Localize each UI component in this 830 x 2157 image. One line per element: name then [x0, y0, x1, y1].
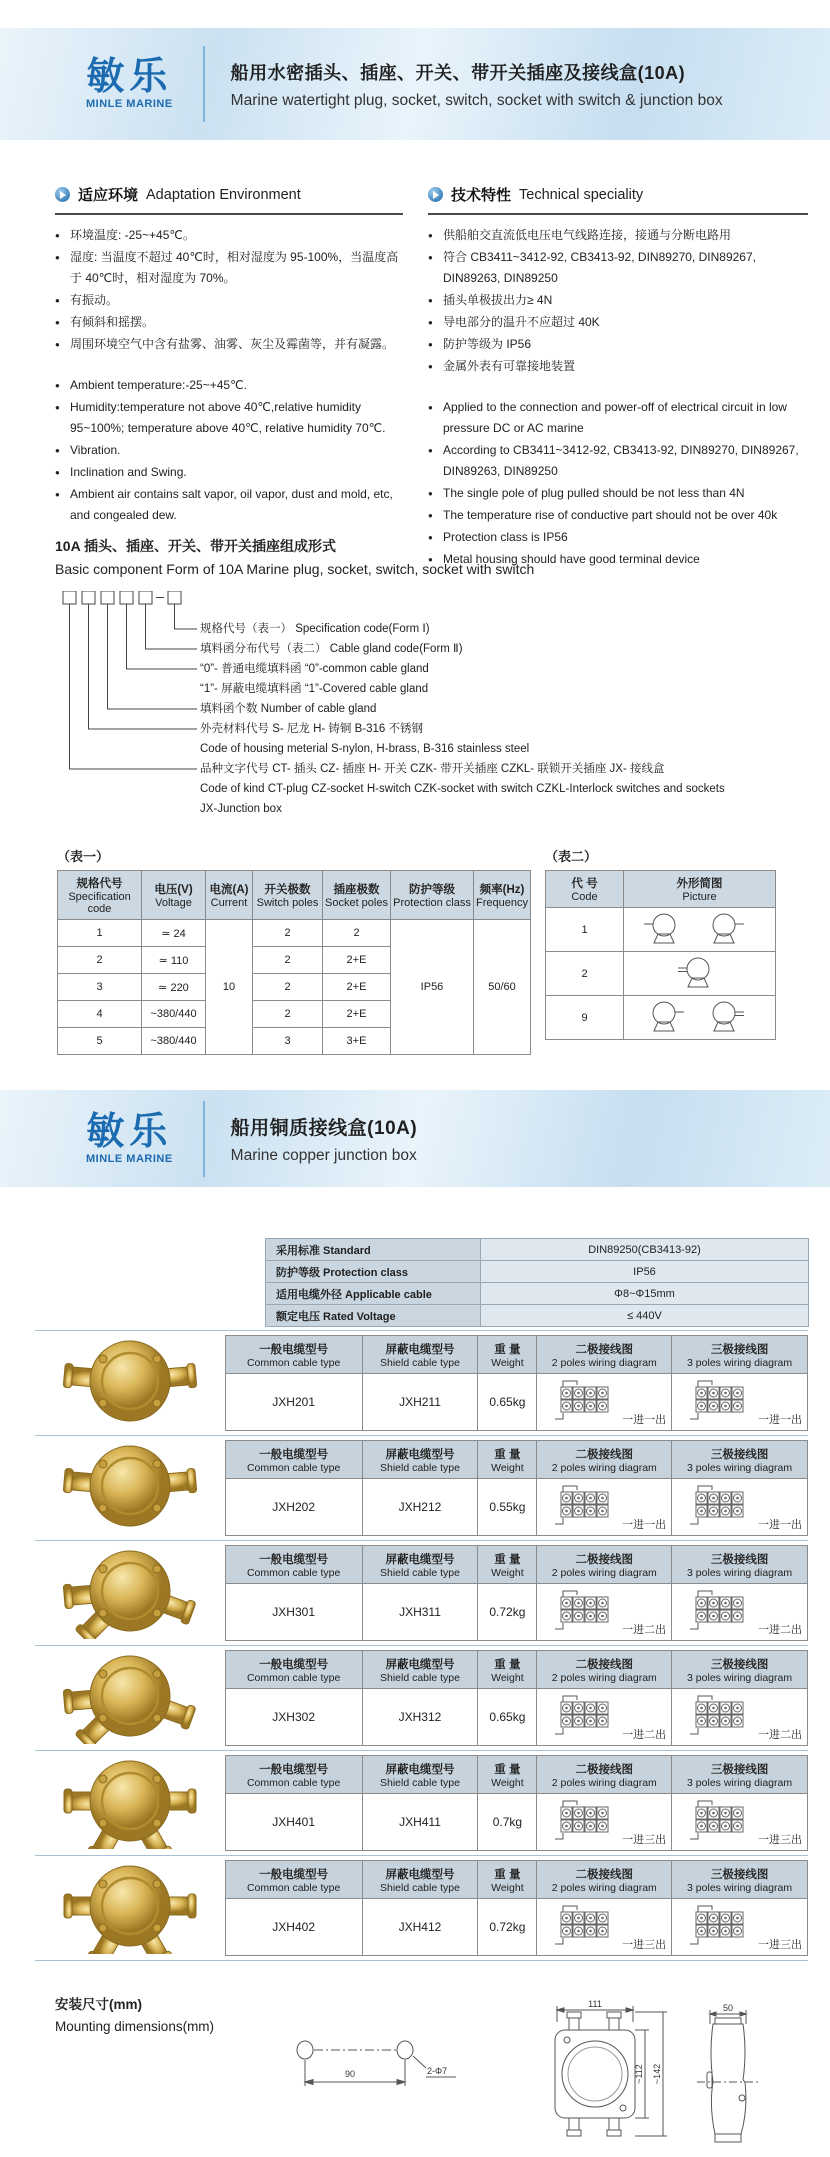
col-3pole-wiring: 三极接线图 3 poles wiring diagram [672, 1336, 808, 1374]
adaptation-bullets-en [55, 375, 403, 526]
wiring-caption: 一进二出 [622, 1729, 667, 1741]
product-row [35, 1751, 808, 1856]
common-cable-model: JXH301 [225, 1584, 362, 1641]
socket-poles: 3+E [323, 1028, 391, 1055]
brand-logo [86, 58, 173, 110]
section-heading [428, 184, 808, 215]
standard-label: 额定电压 Rated Voltage [266, 1305, 481, 1327]
product-photo-area [35, 1753, 225, 1854]
bullet-item: ● 防护等级为 IP56 [428, 334, 808, 355]
wiring-diagram [551, 1484, 617, 1529]
technical-speciality-section [428, 184, 808, 571]
wiring-caption: 一进一出 [758, 1414, 802, 1426]
col-weight: 重 量 Weight [478, 1546, 537, 1584]
weight-value: 0.55kg [478, 1479, 537, 1536]
bullet-item: ● Applied to the connection and power-off of electrical circuit in low pressure DC or AC marine [428, 397, 808, 439]
wiring-3pole-cell [672, 1479, 808, 1536]
wiring-caption: 一进一出 [622, 1414, 667, 1426]
component-form-title-en: Basic component Form of 10A Marine plug, socket, switch, socket with switch [55, 561, 535, 577]
wiring-caption: 一进三出 [622, 1939, 667, 1951]
section-title-en: Technical speciality [519, 186, 644, 203]
table-row [225, 1689, 807, 1746]
junction-box-title-cn: 船用铜质接线盒(10A) [230, 1117, 418, 1139]
table-row [225, 1479, 807, 1536]
socket-poles: 2 [323, 920, 391, 947]
col-weight: 重 量 Weight [478, 1651, 537, 1689]
section-title-cn: 技术特性 [451, 187, 512, 204]
table-header-row [58, 871, 531, 920]
junction-box-photo [42, 1858, 218, 1959]
code-label-kind [200, 759, 725, 819]
common-cable-model: JXH201 [225, 1374, 362, 1431]
play-icon [428, 187, 443, 202]
component-form-title-cn: 10A 插头、插座、开关、带开关插座组成形式 [55, 538, 337, 554]
wiring-caption: 一进三出 [758, 1939, 802, 1951]
col-voltage: 电压(V) Voltage [142, 871, 206, 920]
col-2pole-wiring: 二极接线图 2 poles wiring diagram [537, 1756, 672, 1794]
wiring-diagram [686, 1799, 752, 1844]
col-common-cable-type: 一般电缆型号 Common cable type [225, 1651, 362, 1689]
wiring-diagram [551, 1904, 617, 1949]
brand-logo-cn: 敏乐 [86, 56, 173, 98]
col-shield-cable-type: 屏蔽电缆型号 Shield cable type [362, 1546, 478, 1584]
col-weight: 重 量 Weight [478, 1441, 537, 1479]
gland-picture [624, 908, 776, 952]
wiring-3pole-cell [672, 1899, 808, 1956]
weight-value: 0.72kg [478, 1584, 537, 1641]
product-photo-area [35, 1543, 225, 1644]
code-label-gland-type [200, 659, 429, 699]
gland-picture [624, 952, 776, 996]
standard-value: DIN89250(CB3413-92) [481, 1239, 809, 1261]
code-label-specification [200, 619, 430, 639]
socket-poles: 2+E [323, 1001, 391, 1028]
wiring-caption: 一进二出 [622, 1624, 667, 1636]
switch-poles: 2 [253, 974, 323, 1001]
col-common-cable-type: 一般电缆型号 Common cable type [225, 1861, 362, 1899]
protection-class-value: IP56 [391, 920, 474, 1055]
col-weight: 重 量 Weight [478, 1336, 537, 1374]
product-table [225, 1440, 808, 1536]
col-weight: 重 量 Weight [478, 1756, 537, 1794]
shield-cable-model: JXH312 [362, 1689, 478, 1746]
code-structure-diagram [55, 591, 810, 821]
switch-poles: 3 [253, 1028, 323, 1055]
product-row [35, 1856, 808, 1961]
wiring-2pole-cell [537, 1899, 672, 1956]
table-row [266, 1261, 809, 1283]
col-common-cable-type: 一般电缆型号 Common cable type [225, 1756, 362, 1794]
standard-label: 防护等级 Protection class [266, 1261, 481, 1283]
col-shield-cable-type: 屏蔽电缆型号 Shield cable type [362, 1756, 478, 1794]
adaptation-environment-section [55, 184, 403, 527]
mounting-title-en: Mounting dimensions(mm) [55, 2019, 215, 2034]
junction-box-title-en: Marine copper junction box [230, 1146, 417, 1164]
wiring-3pole-cell [672, 1794, 808, 1851]
junction-box-photo [42, 1648, 218, 1749]
col-2pole-wiring: 二极接线图 2 poles wiring diagram [537, 1861, 672, 1899]
junction-box-photo [42, 1333, 218, 1434]
code-label-housing-material [200, 719, 529, 759]
wiring-diagram [686, 1694, 752, 1739]
wiring-2pole-cell [537, 1794, 672, 1851]
page-title-en: Marine watertight plug, socket, switch, socket with switch & junction box [230, 91, 723, 109]
col-2pole-wiring: 二极接线图 2 poles wiring diagram [537, 1336, 672, 1374]
col-shield-cable-type: 屏蔽电缆型号 Shield cable type [362, 1336, 478, 1374]
page-header [0, 28, 830, 140]
col-3pole-wiring: 三极接线图 3 poles wiring diagram [672, 1441, 808, 1479]
col-2pole-wiring: 二极接线图 2 poles wiring diagram [537, 1546, 672, 1584]
bullet-item: ● The single pole of plug pulled should be not less than 4N [428, 483, 808, 504]
product-photo-area [35, 1648, 225, 1749]
junction-box-photo [42, 1753, 218, 1854]
mounting-dimensions-heading [55, 1993, 214, 2034]
wiring-3pole-cell [672, 1584, 808, 1641]
form1-table [57, 870, 531, 1055]
side-view-drawing [693, 2002, 765, 2154]
code-label-line: 品种文字代号 CT- 插头 CZ- 插座 H- 开关 CZK- 带开关插座 CZKL- 联锁开关插座 JX- 接线盒 [200, 763, 665, 775]
col-2pole-wiring: 二极接线图 2 poles wiring diagram [537, 1651, 672, 1689]
bullet-item: ● 有倾斜和摇摆。 [55, 312, 403, 333]
bullet-item: ● 供船舶交直流低电压电气线路连接，接通与分断电路用 [428, 225, 808, 246]
standard-value: ≤ 440V [481, 1305, 809, 1327]
col-3pole-wiring: 三极接线图 3 poles wiring diagram [672, 1861, 808, 1899]
page-title-group [231, 59, 723, 110]
header-divider [203, 1101, 205, 1177]
table-row [266, 1305, 809, 1327]
code-label-line: Code of kind CT-plug CZ-socket H-switch CZK-socket with switch CZKL-Interlock switches and sockets [200, 783, 725, 795]
common-cable-model: JXH302 [225, 1689, 362, 1746]
code-label-line: “0”- 普通电缆填料函 “0”-common cable gland [200, 663, 429, 675]
shield-cable-model: JXH212 [362, 1479, 478, 1536]
voltage: ≃ 220 [142, 974, 206, 1001]
code-label-line: 填料函分布代号（表二） Cable gland code(Form Ⅱ) [200, 643, 463, 655]
wiring-2pole-cell [537, 1584, 672, 1641]
spec-code: 3 [58, 974, 142, 1001]
col-socket-poles: 插座极数 Socket poles [323, 871, 391, 920]
col-3pole-wiring: 三极接线图 3 poles wiring diagram [672, 1546, 808, 1584]
bullet-item: ● 周围环境空气中含有盐雾、油雾、灰尘及霉菌等，并有凝露。 [55, 334, 403, 355]
spec-code: 1 [58, 920, 142, 947]
brand-logo-en: MINLE MARINE [86, 98, 173, 110]
voltage: ≃ 110 [142, 947, 206, 974]
header-divider [203, 46, 205, 122]
bullet-item: ● According to CB3411~3412-92, CB3413-92, DIN89270, DIN89267, DIN89263, DIN89250 [428, 440, 808, 482]
junction-box-photo [42, 1438, 218, 1539]
code-label-line: Code of housing meterial S-nylon, H-brass, B-316 stainless steel [200, 743, 530, 755]
product-photo-area [35, 1438, 225, 1539]
dim-50: 50 [722, 2003, 734, 2013]
product-table [225, 1545, 808, 1641]
socket-poles: 2+E [323, 974, 391, 1001]
table-header-row [225, 1546, 807, 1584]
brand-logo [86, 1110, 173, 1165]
bullet-item: ● Ambient temperature:-25~+45℃. [55, 375, 403, 396]
wiring-diagram [551, 1379, 617, 1424]
table-row [546, 996, 776, 1040]
wiring-2pole-cell [537, 1689, 672, 1746]
weight-value: 0.65kg [478, 1374, 537, 1431]
voltage: ~380/440 [142, 1028, 206, 1055]
bullet-item: ● Humidity:temperature not above 40℃,relative humidity 95~100%; temperature above 40℃, relative humidity 70℃. [55, 397, 403, 439]
gland-code: 1 [546, 908, 624, 952]
bullet-item: ● 金属外表有可靠接地装置 [428, 356, 808, 377]
wiring-caption: 一进三出 [758, 1834, 802, 1846]
bullet-item: ● 有振动。 [55, 290, 403, 311]
code-label-gland-number [200, 699, 376, 719]
spec-code: 4 [58, 1001, 142, 1028]
spec-code: 2 [58, 947, 142, 974]
dim-90: 90 [344, 2069, 356, 2079]
current-value: 10 [206, 920, 253, 1055]
spec-code: 5 [58, 1028, 142, 1055]
mounting-title-cn: 安装尺寸(mm) [55, 1997, 142, 2012]
wiring-diagram [686, 1904, 752, 1949]
adaptation-bullets-cn [55, 225, 403, 355]
standard-value: Φ8~Φ15mm [481, 1283, 809, 1305]
wiring-diagram [686, 1589, 752, 1634]
shield-cable-model: JXH411 [362, 1794, 478, 1851]
hole-pattern-drawing [280, 2032, 475, 2102]
switch-poles: 2 [253, 1001, 323, 1028]
bullet-item: ● 符合 CB3411~3412-92, CB3413-92, DIN89270, DIN89267, DIN89263, DIN89250 [428, 247, 808, 289]
weight-value: 0.72kg [478, 1899, 537, 1956]
table-row [58, 920, 531, 947]
col-code: 代 号 Code [546, 871, 624, 908]
common-cable-model: JXH402 [225, 1899, 362, 1956]
col-weight: 重 量 Weight [478, 1861, 537, 1899]
table-row [266, 1239, 809, 1261]
product-table [225, 1335, 808, 1431]
frequency-value: 50/60 [474, 920, 531, 1055]
wiring-2pole-cell [537, 1479, 672, 1536]
bullet-item: ● Vibration. [55, 440, 403, 461]
code-label-line: 外壳材料代号 S- 尼龙 H- 铸铜 B-316 不锈钢 [200, 723, 423, 735]
product-photo-area [35, 1333, 225, 1434]
wiring-diagram [686, 1379, 752, 1424]
col-switch-poles: 开关极数 Switch poles [253, 871, 323, 920]
wiring-diagram [551, 1589, 617, 1634]
bullet-item: ● 插头单极拔出力≥ 4N [428, 290, 808, 311]
col-3pole-wiring: 三极接线图 3 poles wiring diagram [672, 1651, 808, 1689]
shield-cable-model: JXH211 [362, 1374, 478, 1431]
section-title-group [231, 1113, 418, 1165]
switch-poles: 2 [253, 947, 323, 974]
wiring-caption: 一进一出 [622, 1519, 667, 1531]
wiring-3pole-cell [672, 1689, 808, 1746]
table-row [225, 1374, 807, 1431]
col-common-cable-type: 一般电缆型号 Common cable type [225, 1546, 362, 1584]
component-form-section [55, 536, 810, 821]
bullet-item: ● 湿度: 当温度不超过 40℃时，相对湿度为 95-100%，当温度高于 40℃时，相对湿度为 70%。 [55, 247, 403, 289]
dim-2xd7: 2-Φ7 [427, 2066, 448, 2076]
junction-box-photo [42, 1543, 218, 1644]
table-header-row [225, 1756, 807, 1794]
front-view-drawing [543, 1998, 678, 2150]
gland-code: 2 [546, 952, 624, 996]
weight-value: 0.65kg [478, 1689, 537, 1746]
switch-poles: 2 [253, 920, 323, 947]
dim-142: ~142 [652, 2063, 662, 2085]
product-table [225, 1650, 808, 1746]
common-cable-model: JXH401 [225, 1794, 362, 1851]
section-title-cn: 适应环境 [78, 187, 139, 204]
col-2pole-wiring: 二极接线图 2 poles wiring diagram [537, 1441, 672, 1479]
product-row [35, 1541, 808, 1646]
table-row [546, 908, 776, 952]
product-row [35, 1646, 808, 1751]
col-common-cable-type: 一般电缆型号 Common cable type [225, 1441, 362, 1479]
wiring-caption: 一进三出 [622, 1834, 667, 1846]
table-row [546, 952, 776, 996]
form1-caption: （表一） [57, 849, 110, 864]
wiring-caption: 一进二出 [758, 1624, 802, 1636]
weight-value: 0.7kg [478, 1794, 537, 1851]
section-title-en: Adaptation Environment [146, 186, 301, 203]
gland-code: 9 [546, 996, 624, 1040]
common-cable-model: JXH202 [225, 1479, 362, 1536]
col-shield-cable-type: 屏蔽电缆型号 Shield cable type [362, 1861, 478, 1899]
section-heading [55, 184, 403, 215]
page-title-cn: 船用水密插头、插座、开关、带开关插座及接线盒(10A) [230, 62, 686, 83]
col-protection-class: 防护等级 Protection class [391, 871, 474, 920]
table-header-row [225, 1441, 807, 1479]
bullet-item: ● 环境温度: -25~+45℃。 [55, 225, 403, 246]
code-label-line: “1”- 屏蔽电缆填料函 “1”-Covered cable gland [200, 683, 429, 695]
col-shield-cable-type: 屏蔽电缆型号 Shield cable type [362, 1651, 478, 1689]
product-table [225, 1755, 808, 1851]
dim-112: ~112 [634, 2064, 644, 2084]
dim-111: 111 [588, 1999, 602, 2009]
wiring-caption: 一进一出 [758, 1519, 802, 1531]
product-row [35, 1331, 808, 1436]
wiring-diagram [686, 1484, 752, 1529]
standard-label: 适用电缆外径 Applicable cable [266, 1283, 481, 1305]
col-specification-code: 规格代号 Specification code [58, 871, 142, 920]
wiring-caption: 一进二出 [758, 1729, 802, 1741]
shield-cable-model: JXH412 [362, 1899, 478, 1956]
standard-label: 采用标准 Standard [266, 1239, 481, 1261]
table-row [225, 1794, 807, 1851]
code-label-line: 填料函个数 Number of cable gland [200, 703, 377, 715]
voltage: ~380/440 [142, 1001, 206, 1028]
brand-logo-cn: 敏乐 [86, 1110, 173, 1153]
bullet-item: ● 导电部分的温升不应超过 40K [428, 312, 808, 333]
code-label-line: 规格代号（表一） Specification code(Form Ⅰ) [200, 623, 430, 635]
table-header-row [225, 1336, 807, 1374]
shield-cable-model: JXH311 [362, 1584, 478, 1641]
col-shield-cable-type: 屏蔽电缆型号 Shield cable type [362, 1441, 478, 1479]
col-common-cable-type: 一般电缆型号 Common cable type [225, 1336, 362, 1374]
section-header [0, 1090, 830, 1187]
wiring-diagram [551, 1694, 617, 1739]
bullet-item: ● The temperature rise of conductive part should not be over 40k [428, 505, 808, 526]
col-picture: 外形简图 Picture [624, 871, 776, 908]
table-header-row [225, 1861, 807, 1899]
product-row [35, 1436, 808, 1541]
form2-table [545, 870, 776, 1040]
table-row [266, 1283, 809, 1305]
bullet-item: ● Inclination and Swing. [55, 462, 403, 483]
table-row [225, 1899, 807, 1956]
code-label-cable-gland-code [200, 639, 463, 659]
product-photo-area [35, 1858, 225, 1959]
wiring-2pole-cell [537, 1374, 672, 1431]
bullet-item: ● Protection class is IP56 [428, 527, 808, 548]
standards-table [265, 1238, 809, 1327]
product-table [225, 1860, 808, 1956]
col-3pole-wiring: 三极接线图 3 poles wiring diagram [672, 1756, 808, 1794]
voltage: ≃ 24 [142, 920, 206, 947]
bullet-item: ● Metal housing should have good terminal device [428, 549, 808, 570]
standard-value: IP56 [481, 1261, 809, 1283]
technical-bullets-cn [428, 225, 808, 377]
col-current: 电流(A) Current [206, 871, 253, 920]
product-list [35, 1330, 808, 1961]
play-icon [55, 187, 70, 202]
table-header-row [225, 1651, 807, 1689]
bullet-item: ● Ambient air contains salt vapor, oil vapor, dust and mold, etc, and congealed dew. [55, 484, 403, 526]
col-frequency: 频率(Hz) Frequency [474, 871, 531, 920]
form2-caption: （表二） [545, 849, 598, 864]
wiring-3pole-cell [672, 1374, 808, 1431]
code-label-line: JX-Junction box [200, 803, 282, 815]
table-header-row [546, 871, 776, 908]
table-row [225, 1584, 807, 1641]
socket-poles: 2+E [323, 947, 391, 974]
brand-logo-en: MINLE MARINE [86, 1152, 173, 1165]
wiring-diagram [551, 1799, 617, 1844]
gland-picture [624, 996, 776, 1040]
